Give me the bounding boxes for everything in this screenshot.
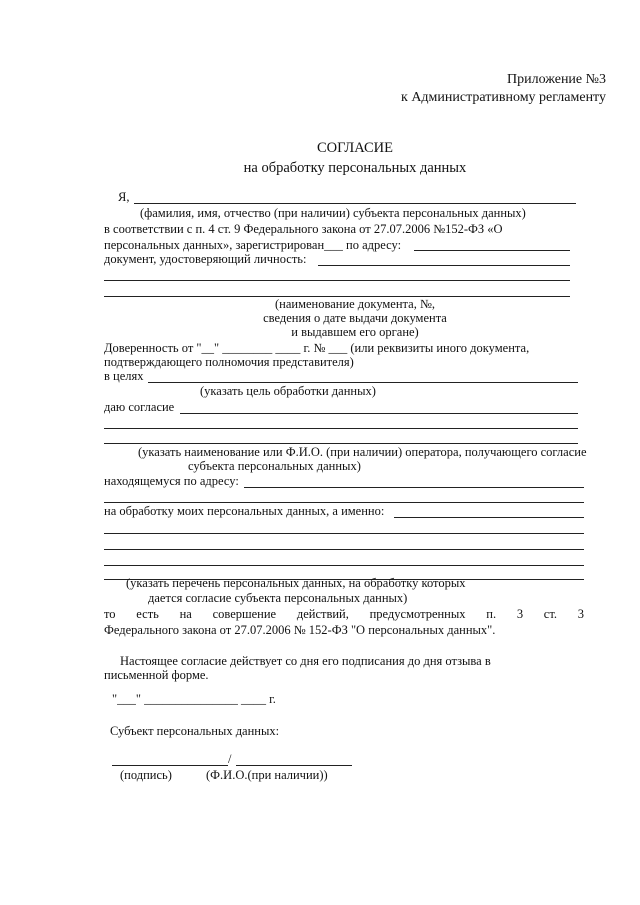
identity-document-line-2 [104, 280, 570, 281]
validity-line-2: письменной форме. [104, 668, 209, 682]
operator-line-3 [104, 443, 578, 444]
identity-document-label: документ, удостоверяющий личность: [104, 252, 307, 266]
operator-address-line-2 [104, 502, 584, 503]
proxy-line-2: подтверждающего полномочия представителя) [104, 355, 354, 369]
personal-data-line-3 [104, 549, 584, 550]
doc-hint-2: сведения о дате выдачи документа [263, 311, 447, 325]
doc-hint-1: (наименование документа, №, [274, 297, 436, 311]
validity-line-1: Настоящее согласие действует со дня его подписания до дня отзыва в [120, 654, 491, 668]
doc-hint-3: и выдавшем его органе) [291, 325, 419, 339]
signature-slash: / [228, 752, 232, 766]
operator-hint-1: (указать наименование или Ф.И.О. (при наличии) оператора, получающего согласие [138, 445, 587, 459]
i-label: Я, [118, 190, 130, 204]
purpose-line [148, 382, 578, 383]
operator-line-2 [104, 428, 578, 429]
personal-data-line-1 [394, 517, 584, 518]
date-field: "___" _______________ ____ г. [112, 692, 276, 706]
processing-label: на обработку моих персональных данных, а именно: [104, 504, 385, 518]
operator-address-line-1 [244, 487, 584, 488]
law-line-1: в соответствии с п. 4 ст. 9 Федерального закона от 27.07.2006 №152-ФЗ «О [104, 222, 503, 236]
appendix-number: Приложение №3 [507, 72, 606, 87]
actions-line-1: то есть на совершение действий, предусмотренных п. 3 ст. 3 [104, 607, 584, 621]
purpose-label: в целях [104, 369, 144, 383]
personal-data-line-2 [104, 533, 584, 534]
operator-hint-2: субъекта персональных данных) [188, 459, 361, 473]
consent-label: даю согласие [104, 400, 175, 414]
proxy-line-1: Доверенность от "__" ________ ____ г. № ___ (или реквизиты иного документа, [104, 341, 530, 355]
operator-line-1 [180, 413, 578, 414]
name-hint: (Ф.И.О.(при наличии)) [206, 768, 328, 782]
list-hint-1: (указать перечень персональных данных, на обработку которых [126, 576, 466, 590]
fio-hint: (фамилия, имя, отчество (при наличии) субъекта персональных данных) [140, 206, 526, 220]
operator-address-label: находящемуся по адресу: [104, 474, 239, 488]
law-line-2: персональных данных», зарегистрирован___ по адресу: [104, 238, 402, 252]
purpose-hint: (указать цель обработки данных) [200, 384, 376, 398]
name-line [236, 765, 352, 766]
signature-hint: (подпись) [120, 768, 172, 782]
document-title: СОГЛАСИЕ [316, 140, 394, 156]
subject-label: Субъект персональных данных: [110, 724, 280, 738]
identity-document-line-1 [318, 265, 570, 266]
actions-line-2: Федерального закона от 27.07.2006 № 152-ФЗ "О персональных данных". [104, 623, 496, 637]
fio-line [134, 203, 576, 204]
document-subtitle: на обработку персональных данных [243, 160, 467, 176]
signature-line [112, 765, 228, 766]
appendix-reference: к Административному регламенту [401, 90, 606, 105]
personal-data-line-4 [104, 565, 584, 566]
address-line [414, 250, 570, 251]
list-hint-2: дается согласие субъекта персональных данных) [148, 591, 408, 605]
